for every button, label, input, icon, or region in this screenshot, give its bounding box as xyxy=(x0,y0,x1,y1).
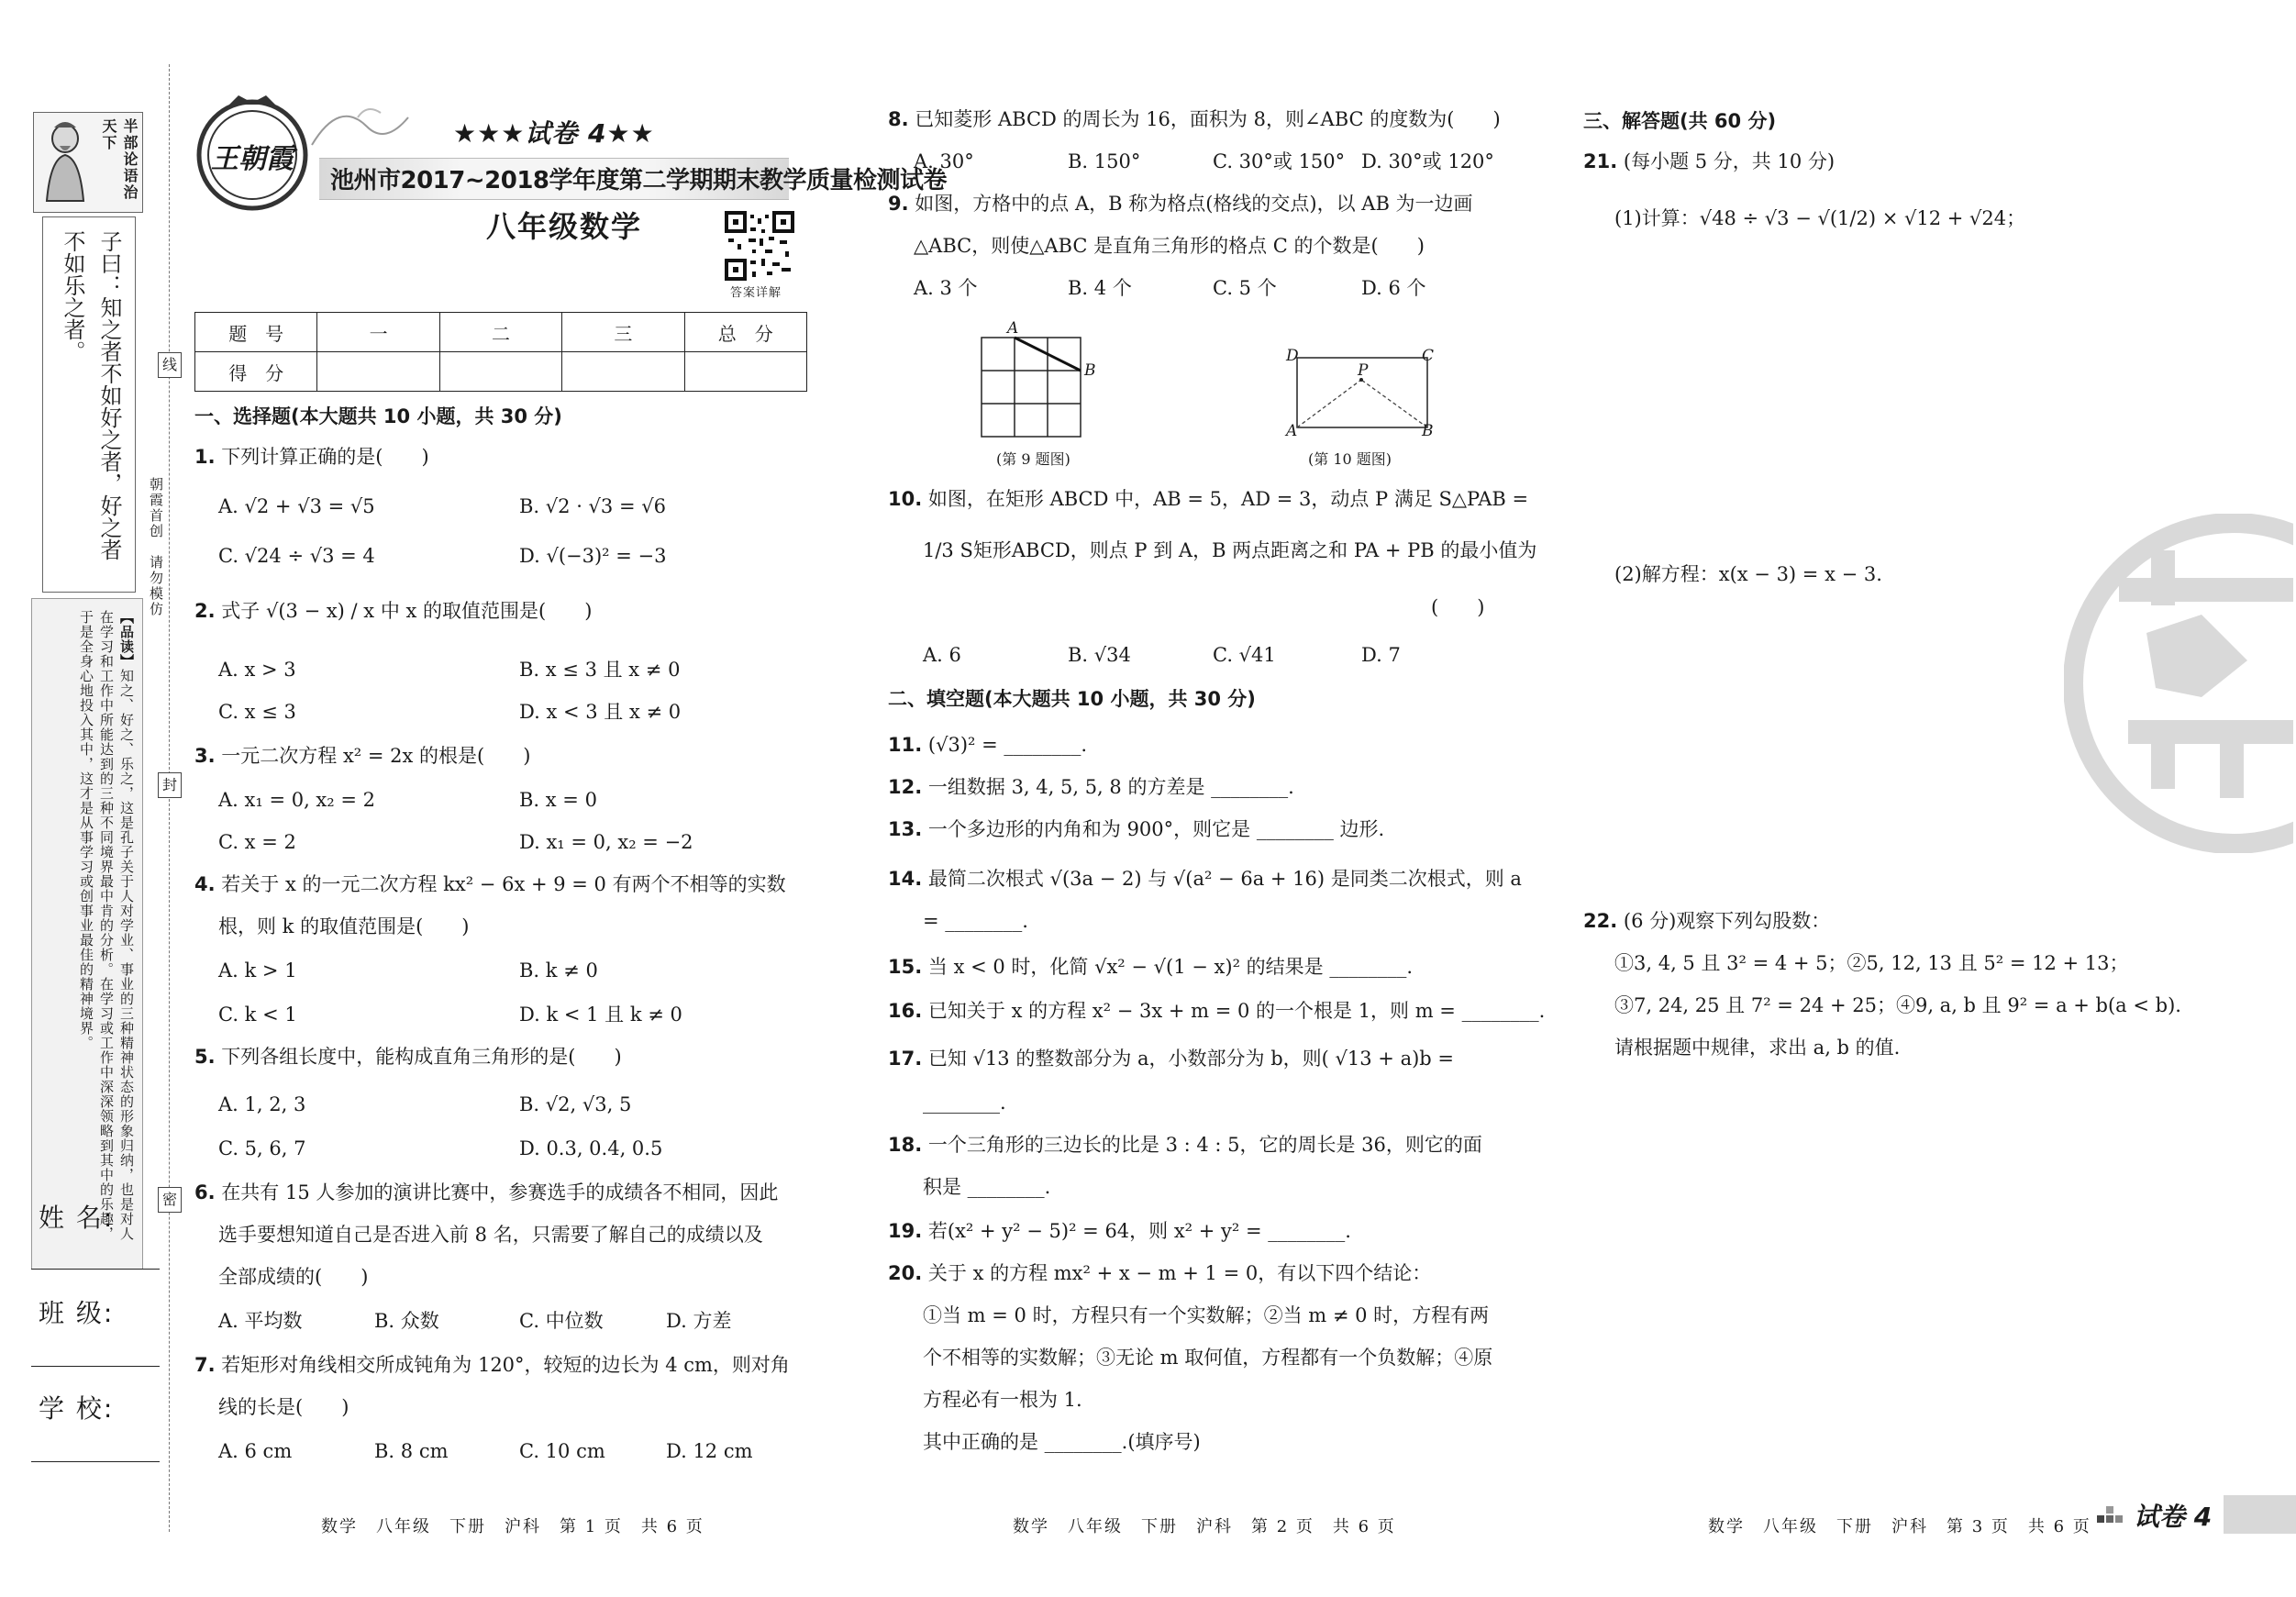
question-18 xyxy=(888,1132,1482,1158)
question-22-line3: 请根据题中规律，求出 a, b 的值. xyxy=(1614,1037,1901,1059)
question-number: 7. xyxy=(194,1354,216,1376)
question-text: 当 x < 0 时，化简 √x² − √(1 − x)² 的结果是 ________. xyxy=(927,956,1414,978)
pindu-text xyxy=(76,610,137,1252)
name-label: 姓 名: xyxy=(39,1203,115,1233)
question-number: 12. xyxy=(888,776,923,798)
question-14-cont: = ________. xyxy=(923,910,1028,932)
question-text: (每小题 5 分，共 10 分) xyxy=(1623,150,1836,172)
question-10-bracket: ( ) xyxy=(1431,596,1485,618)
question-12 xyxy=(888,774,1294,800)
question-text: 最简二次根式 √(3a − 2) 与 √(a² − 6a + 16) 是同类二次根式，则 a xyxy=(927,868,1522,890)
question-text: 式子 √(3 − x) / x 中 x 的取值范围是( ) xyxy=(221,600,593,622)
answer-area-21-1[interactable] xyxy=(1614,248,2247,523)
question-number: 14. xyxy=(888,868,923,890)
answer-area-22[interactable] xyxy=(1614,1079,2247,1482)
question-22-line1: ①3, 4, 5 且 3² = 4 + 5；②5, 12, 13 且 5² = 12 + 13； xyxy=(1614,952,2129,974)
question-21-part1: (1)计算：√48 ÷ √3 − √(1/2) × √12 + √24； xyxy=(1614,207,2026,229)
corner-label: 试卷 4 xyxy=(2134,1502,2213,1532)
question-text: 已知 √13 的整数部分为 a，小数部分为 b，则( √13 + a)b = xyxy=(927,1048,1455,1070)
question-number: 21. xyxy=(1583,150,1618,172)
question-6-cont2: 全部成绩的( ) xyxy=(218,1266,369,1288)
paper-label: ★★★试卷 4★★ xyxy=(453,118,655,149)
q3-option-a[interactable]: A. x₁ = 0, x₂ = 2 xyxy=(218,789,376,811)
question-text: 一个多边形的内角和为 900°，则它是 ________ 边形. xyxy=(927,818,1385,840)
q10-option-a[interactable]: A. 6 xyxy=(923,644,961,666)
question-number: 11. xyxy=(888,734,923,756)
qr-caption: 答案详解 xyxy=(730,286,782,300)
q8-option-c[interactable]: C. 30°或 150° xyxy=(1213,150,1346,172)
score-cell-1[interactable] xyxy=(317,352,439,392)
fig10-label-b: B xyxy=(1422,422,1434,440)
question-text: 若矩形对角线相交所成钝角为 120°，较短的边长为 4 cm，则对角 xyxy=(221,1354,790,1376)
q8-option-a[interactable]: A. 30° xyxy=(914,150,974,172)
question-number: 3. xyxy=(194,745,216,767)
class-field[interactable] xyxy=(31,1365,160,1367)
fig10-label-p: P xyxy=(1358,361,1369,380)
q4-option-c[interactable]: C. k < 1 xyxy=(218,1004,297,1026)
score-cell-2[interactable] xyxy=(439,352,561,392)
q6-option-c[interactable]: C. 中位数 xyxy=(519,1310,604,1332)
pindu-body: 知之、好之、乐之，这是孔子关于人对学业、事业的三种精神状态的形象归纳，也是对人在学习和工作中所能达到的三种不同境界最中肯的分析。在学习或工作中深深领略到其中的乐趣，于是全身心地投入其中，这才是从事学习或创事业最佳的精神境界。 xyxy=(78,610,135,1241)
question-text: (√3)² = ________. xyxy=(927,734,1088,756)
footer-page-2: 数学 八年级 下册 沪科 第 2 页 共 6 页 xyxy=(1013,1517,1396,1536)
question-number: 20. xyxy=(888,1262,923,1284)
question-20-line4: 方程必有一根为 1. xyxy=(923,1389,1082,1411)
question-14 xyxy=(888,866,1522,892)
q5-option-b[interactable]: B. √2, √3, 5 xyxy=(519,1093,632,1115)
question-text: (6 分)观察下列勾股数： xyxy=(1623,910,1831,932)
q4-option-b[interactable]: B. k ≠ 0 xyxy=(519,959,598,981)
corner-squares-decoration xyxy=(2097,1504,2123,1528)
footer-page-3: 数学 八年级 下册 沪科 第 3 页 共 6 页 xyxy=(1708,1517,2091,1536)
question-text: 一元二次方程 x² = 2x 的根是( ) xyxy=(221,745,531,767)
q1-option-c[interactable]: C. √24 ÷ √3 = 4 xyxy=(218,545,375,567)
fold-mark-line: 线 xyxy=(158,352,182,378)
question-number: 19. xyxy=(888,1220,923,1242)
question-9-cont: △ABC，则使△ABC 是直角三角形的格点 C 的个数是( ) xyxy=(914,235,1425,257)
question-text: 如图，在矩形 ABCD 中，AB = 5，AD = 3，动点 P 满足 S△PAB = xyxy=(927,488,1529,510)
question-text: 一组数据 3, 4, 5, 5, 8 的方差是 ________. xyxy=(927,776,1294,798)
exam-title: 池州市2017~2018学年度第二学期期末教学质量检测试卷 xyxy=(330,167,948,194)
logo-text: 王朝霞 xyxy=(211,143,294,175)
score-table-score-row xyxy=(195,352,807,392)
quote-text: 子曰：知之者不如好之者，好之者不如乐之者。 xyxy=(60,230,122,560)
q7-option-d[interactable]: D. 12 cm xyxy=(666,1440,753,1462)
question-number: 17. xyxy=(888,1048,923,1070)
question-number: 16. xyxy=(888,1000,923,1022)
q7-option-c[interactable]: C. 10 cm xyxy=(519,1440,605,1462)
question-text: 已知菱形 ABCD 的周长为 16，面积为 8，则∠ABC 的度数为( ) xyxy=(915,108,1501,130)
q7-option-b[interactable]: B. 8 cm xyxy=(374,1440,449,1462)
q9-option-d[interactable]: D. 6 个 xyxy=(1361,277,1426,299)
question-number: 1. xyxy=(194,446,216,468)
question-9 xyxy=(888,191,1473,216)
question-number: 4. xyxy=(194,873,216,895)
corner-band xyxy=(2224,1495,2296,1534)
q7-option-a[interactable]: A. 6 cm xyxy=(218,1440,293,1462)
question-number: 13. xyxy=(888,818,923,840)
question-22-line2: ③7, 24, 25 且 7² = 24 + 25；④9, a, b 且 9² = a + b(a < b). xyxy=(1614,994,2181,1016)
question-1 xyxy=(194,444,429,470)
pindu-box xyxy=(31,598,143,1270)
score-col-1: 一 xyxy=(317,313,439,352)
score-col-3: 三 xyxy=(562,313,684,352)
question-15 xyxy=(888,954,1413,980)
question-text: 已知关于 x 的方程 x² − 3x + m = 0 的一个根是 1，则 m = ________. xyxy=(927,1000,1546,1022)
question-3 xyxy=(194,743,530,769)
q2-option-a[interactable]: A. x > 3 xyxy=(218,659,296,681)
score-col-label: 题 号 xyxy=(195,313,317,352)
qr-code-icon[interactable] xyxy=(725,211,794,281)
fig10-label-d: D xyxy=(1286,347,1299,365)
q1-option-a[interactable]: A. √2 + √3 = √5 xyxy=(218,495,375,517)
sidebar-header-box xyxy=(33,112,143,213)
name-field[interactable] xyxy=(31,1268,160,1270)
question-8 xyxy=(888,106,1501,132)
question-number: 18. xyxy=(888,1134,923,1156)
figure-9-grid-diagram xyxy=(972,321,1101,444)
q9-option-a[interactable]: A. 3 个 xyxy=(914,277,978,299)
subject-title: 八年级数学 xyxy=(486,209,643,244)
question-6-cont: 选手要想知道自己是否进入前 8 名，只需要了解自己的成绩以及 xyxy=(218,1224,763,1246)
question-number: 9. xyxy=(888,193,909,215)
question-number: 2. xyxy=(194,600,216,622)
score-col-total: 总 分 xyxy=(684,313,806,352)
class-label: 班 级: xyxy=(39,1298,115,1328)
question-text: 一个三角形的三边长的比是 3 : 4 : 5，它的周长是 36，则它的面 xyxy=(927,1134,1482,1156)
question-20-line3: 个不相等的实数解；③无论 m 取何值，方程都有一个负数解；④原 xyxy=(923,1347,1493,1369)
q6-option-a[interactable]: A. 平均数 xyxy=(218,1310,303,1332)
q9-option-b[interactable]: B. 4 个 xyxy=(1068,277,1132,299)
question-20-line2: ①当 m = 0 时，方程只有一个实数解；②当 m ≠ 0 时，方程有两 xyxy=(923,1304,1490,1326)
confucius-portrait-icon xyxy=(38,118,93,206)
question-number: 6. xyxy=(194,1181,216,1203)
section1-title: 一、选择题(本大题共 10 小题，共 30 分) xyxy=(194,405,562,427)
score-row-label: 得 分 xyxy=(195,352,317,392)
question-11 xyxy=(888,732,1087,758)
question-number: 15. xyxy=(888,956,923,978)
question-20-line5: 其中正确的是 ________.(填序号) xyxy=(923,1431,1201,1453)
question-19 xyxy=(888,1218,1351,1244)
q3-option-c[interactable]: C. x = 2 xyxy=(218,831,296,853)
fig9-label-a: A xyxy=(1007,319,1019,338)
q1-option-b[interactable]: B. √2 · √3 = √6 xyxy=(519,495,666,517)
q1-option-d[interactable]: D. √(−3)² = −3 xyxy=(519,545,667,567)
original-note: 朝霞首创 请勿模仿 xyxy=(148,477,164,617)
score-cell-3[interactable] xyxy=(562,352,684,392)
section2-title: 二、填空题(本大题共 10 小题，共 30 分) xyxy=(888,688,1256,710)
question-20 xyxy=(888,1260,1431,1286)
question-10 xyxy=(888,486,1528,512)
q5-option-d[interactable]: D. 0.3, 0.4, 0.5 xyxy=(519,1137,663,1159)
fig10-label-c: C xyxy=(1422,347,1435,365)
question-7-cont: 线的长是( ) xyxy=(218,1396,349,1418)
q2-option-d[interactable]: D. x < 3 且 x ≠ 0 xyxy=(519,701,682,723)
q5-option-a[interactable]: A. 1, 2, 3 xyxy=(218,1093,306,1115)
fold-mark-seal: 封 xyxy=(158,772,182,798)
section3-title: 三、解答题(共 60 分) xyxy=(1583,110,1777,132)
ribbon-decoration-icon xyxy=(303,99,413,154)
question-17 xyxy=(888,1046,1454,1071)
question-7 xyxy=(194,1352,790,1378)
question-4 xyxy=(194,871,786,897)
answer-area-21-2[interactable] xyxy=(1614,605,2036,881)
question-text: 若关于 x 的一元二次方程 kx² − 6x + 9 = 0 有两个不相等的实数 xyxy=(221,873,786,895)
question-text: 关于 x 的方程 mx² + x − m + 1 = 0，有以下四个结论： xyxy=(927,1262,1432,1284)
fold-line xyxy=(169,64,170,1532)
score-col-2: 二 xyxy=(439,313,561,352)
question-text: 在共有 15 人参加的演讲比赛中，参赛选手的成绩各不相同，因此 xyxy=(221,1181,779,1203)
question-text: 下列各组长度中，能构成直角三角形的是( ) xyxy=(221,1046,622,1068)
question-number: 10. xyxy=(888,488,923,510)
school-field[interactable] xyxy=(31,1460,160,1462)
score-cell-total[interactable] xyxy=(684,352,806,392)
q6-option-b[interactable]: B. 众数 xyxy=(374,1310,439,1332)
question-number: 22. xyxy=(1583,910,1618,932)
question-text: 若(x² + y² − 5)² = 64，则 x² + y² = ________. xyxy=(927,1220,1351,1242)
q8-option-d[interactable]: D. 30°或 120° xyxy=(1361,150,1494,172)
question-5 xyxy=(194,1044,622,1070)
question-4-cont: 根，则 k 的取值范围是( ) xyxy=(218,915,470,937)
question-16 xyxy=(888,998,1545,1024)
q4-option-d[interactable]: D. k < 1 且 k ≠ 0 xyxy=(519,1004,682,1026)
q10-option-d[interactable]: D. 7 xyxy=(1361,644,1401,666)
question-21-part2: (2)解方程：x(x − 3) = x − 3. xyxy=(1614,563,1882,585)
footer-page-1: 数学 八年级 下册 沪科 第 1 页 共 6 页 xyxy=(321,1517,704,1536)
score-table xyxy=(194,312,807,392)
pindu-label: 【品读】 xyxy=(118,610,135,669)
question-number: 5. xyxy=(194,1046,216,1068)
question-22 xyxy=(1583,908,1830,934)
q2-option-c[interactable]: C. x ≤ 3 xyxy=(218,701,296,723)
q9-option-c[interactable]: C. 5 个 xyxy=(1213,277,1277,299)
q4-option-a[interactable]: A. k > 1 xyxy=(218,959,297,981)
figure-9-caption: (第 9 题图) xyxy=(996,450,1070,468)
fig9-label-b: B xyxy=(1084,361,1096,380)
sidebar-header-chars: 半部论语治天下 xyxy=(100,118,139,201)
question-13 xyxy=(888,816,1384,842)
question-number: 8. xyxy=(888,108,909,130)
question-10-cont: 1/3 S矩形ABCD，则点 P 到 A，B 两点距离之和 PA + PB 的最小值为 xyxy=(923,539,1537,561)
question-17-cont: ________. xyxy=(923,1092,1006,1114)
q8-option-b[interactable]: B. 150° xyxy=(1068,150,1141,172)
figure-10-caption: (第 10 题图) xyxy=(1308,450,1392,468)
question-text: 如图，方格中的点 A，B 称为格点(格线的交点)，以 AB 为一边画 xyxy=(915,193,1473,215)
fig10-label-a: A xyxy=(1286,422,1298,440)
q3-option-b[interactable]: B. x = 0 xyxy=(519,789,597,811)
score-table-header-row xyxy=(195,313,807,352)
q10-option-c[interactable]: C. √41 xyxy=(1213,644,1276,666)
question-18-cont: 积是 ________. xyxy=(923,1176,1051,1198)
school-label: 学 校: xyxy=(39,1393,115,1424)
q5-option-c[interactable]: C. 5, 6, 7 xyxy=(218,1137,306,1159)
q3-option-d[interactable]: D. x₁ = 0, x₂ = −2 xyxy=(519,831,693,853)
fold-mark-secret: 密 xyxy=(158,1187,182,1213)
q6-option-d[interactable]: D. 方差 xyxy=(666,1310,732,1332)
question-21 xyxy=(1583,149,1835,174)
question-text: 下列计算正确的是( ) xyxy=(221,446,429,468)
q2-option-b[interactable]: B. x ≤ 3 且 x ≠ 0 xyxy=(519,659,681,681)
question-6 xyxy=(194,1180,778,1205)
q10-option-b[interactable]: B. √34 xyxy=(1068,644,1131,666)
quote-box xyxy=(42,216,136,593)
question-2 xyxy=(194,598,592,624)
